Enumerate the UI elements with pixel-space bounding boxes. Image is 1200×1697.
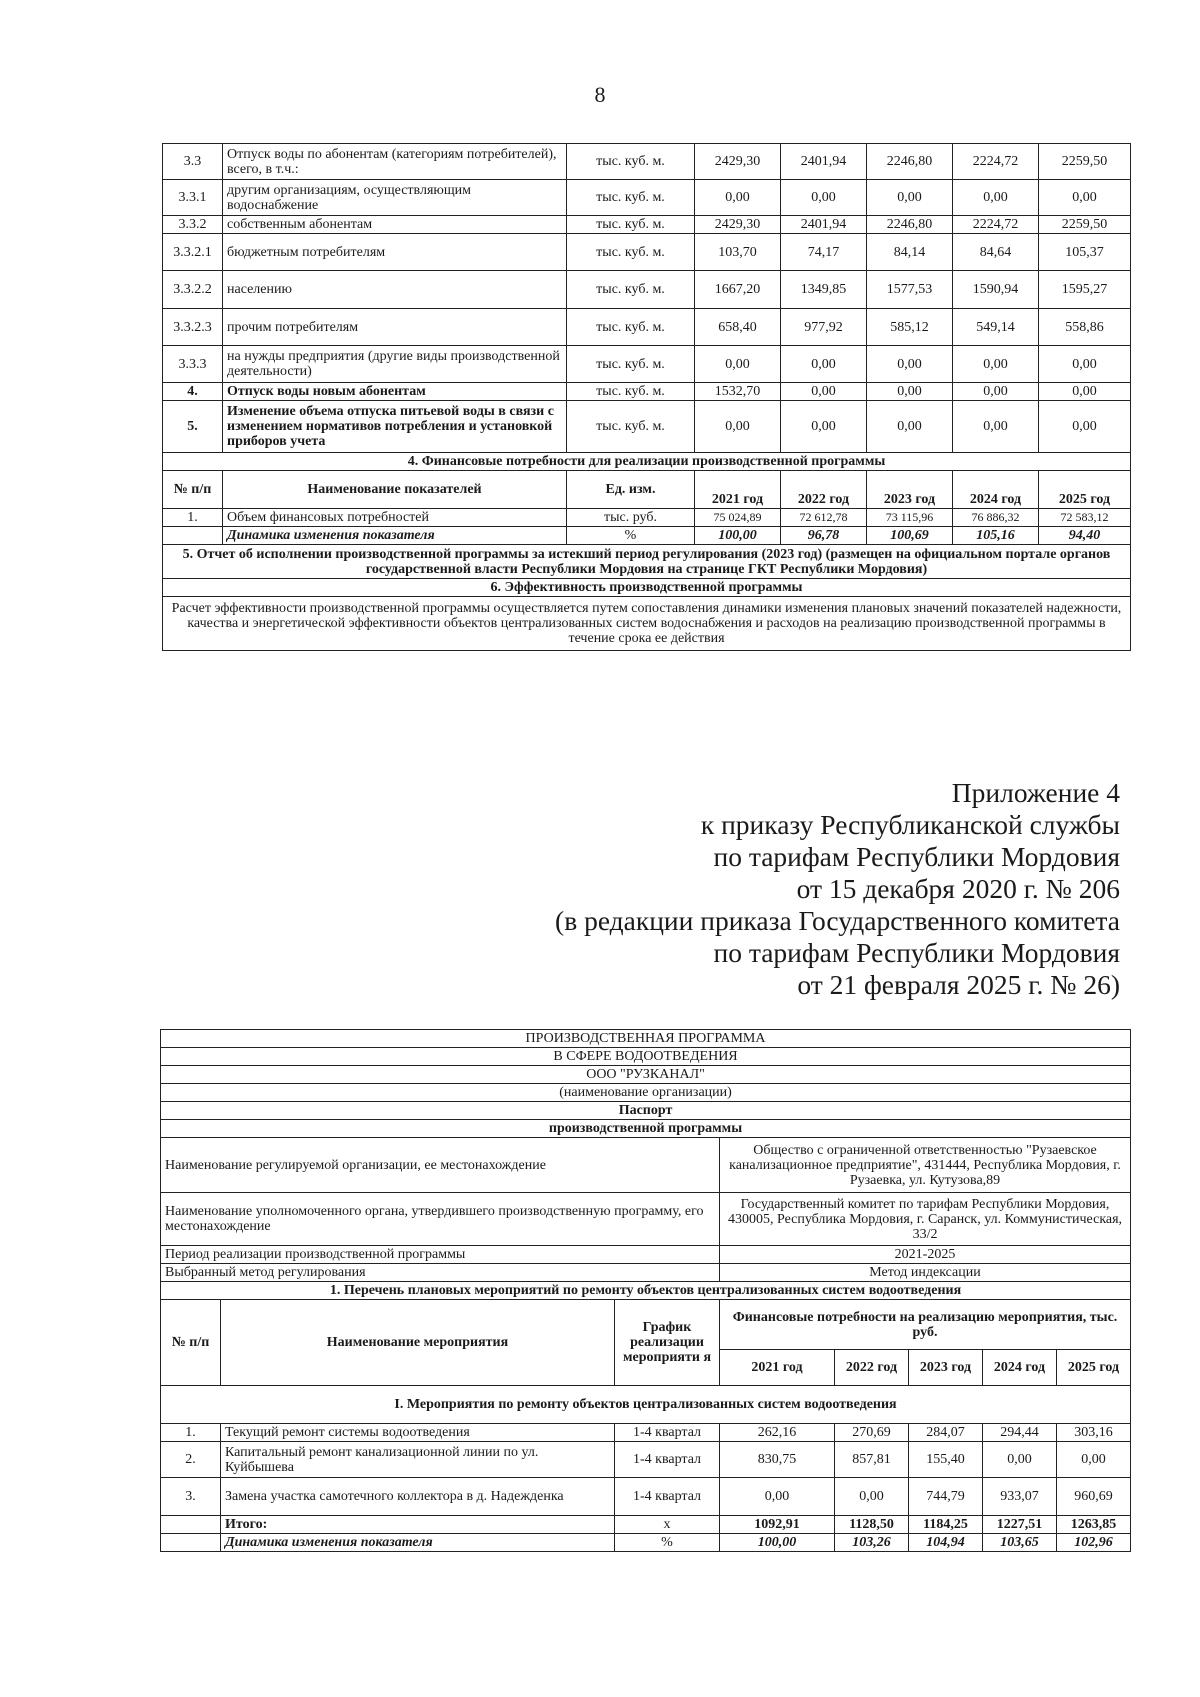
cell-value: 1184,25 <box>909 1516 983 1534</box>
cell-value: 155,40 <box>909 1442 983 1478</box>
row-name: Изменение объема отпуска питьевой воды в связи с изменением нормативов потребления и установкой приборов учета <box>223 401 567 453</box>
table-row <box>163 180 1131 216</box>
cell-value: 72 612,78 <box>781 509 867 527</box>
appendix-line: по тарифам Республики Мордовия <box>713 937 1120 968</box>
cell-value: 270,69 <box>835 1424 909 1442</box>
info-value: 2021-2025 <box>720 1246 1131 1264</box>
cell-value: 0,00 <box>781 180 867 216</box>
row-number: 4. <box>163 383 223 401</box>
appendix-line: от 21 февраля 2025 г. № 26) <box>797 969 1120 1000</box>
cell-value: 103,26 <box>835 1534 909 1552</box>
cell-value: 2246,80 <box>867 216 953 234</box>
cell-value: 284,07 <box>909 1424 983 1442</box>
row-name: бюджетным потребителям <box>223 234 567 271</box>
row-unit: тыс. куб. м. <box>567 383 695 401</box>
cell-value: 100,69 <box>867 527 953 545</box>
appendix-line: к приказу Республиканской службы <box>700 809 1120 840</box>
cell-value: 103,70 <box>695 234 781 271</box>
row-schedule: 1-4 квартал <box>615 1478 720 1516</box>
cell-value: 303,16 <box>1057 1424 1131 1442</box>
dynamics-label: Динамика изменения показателя <box>221 1534 615 1552</box>
header-name: Наименование показателей <box>223 471 567 509</box>
cell-value: 1577,53 <box>867 271 953 309</box>
dynamics-unit: % <box>615 1534 720 1552</box>
cell-value: 100,00 <box>695 527 781 545</box>
cell-value: 1263,85 <box>1057 1516 1131 1534</box>
row-name: Текущий ремонт системы водоотведения <box>221 1424 615 1442</box>
info-value: Общество с ограниченной ответственностью "Рузаевское канализационное предприятие", 431444, Республика Мордовия, г. Рузаевка, ул. Кутузова,89 <box>720 1138 1131 1193</box>
cell-value: 2429,30 <box>695 144 781 180</box>
cell-value: 0,00 <box>695 180 781 216</box>
cell-value: 104,94 <box>909 1534 983 1552</box>
cell-value: 103,65 <box>983 1534 1057 1552</box>
table-row <box>163 216 1131 234</box>
row-schedule: 1-4 квартал <box>615 1442 720 1478</box>
info-row <box>161 1193 1131 1246</box>
organization-caption: (наименование организации) <box>161 1084 1131 1102</box>
cell-value: 2429,30 <box>695 216 781 234</box>
total-row <box>161 1516 1131 1534</box>
cell-value: 0,00 <box>1057 1442 1131 1478</box>
row-name: населению <box>223 271 567 309</box>
cell-value: 76 886,32 <box>953 509 1039 527</box>
row-name: Капитальный ремонт канализационной линии по ул. Куйбышева <box>221 1442 615 1478</box>
cell-value: 102,96 <box>1057 1534 1131 1552</box>
info-row <box>161 1246 1131 1264</box>
cell-value: 558,86 <box>1039 309 1131 346</box>
cell-value: 1590,94 <box>953 271 1039 309</box>
row-unit: тыс. куб. м. <box>567 309 695 346</box>
section-1-title: 1. Перечень плановых мероприятий по ремонту объектов централизованных систем водоотведения <box>161 1282 1131 1300</box>
header-number: № п/п <box>161 1300 221 1386</box>
header-year: 2025 год <box>1057 1350 1131 1386</box>
cell-value: 0,00 <box>953 383 1039 401</box>
group-title: I. Мероприятия по ремонту объектов централизованных систем водоотведения <box>161 1386 1131 1424</box>
row-unit: тыс. куб. м. <box>567 234 695 271</box>
total-label: Итого: <box>221 1516 615 1534</box>
row-name: Отпуск воды по абонентам (категориям потребителей), всего, в т.ч.: <box>223 144 567 180</box>
row-unit: тыс. куб. м. <box>567 216 695 234</box>
page-number: 8 <box>594 82 606 107</box>
cell-value: 1227,51 <box>983 1516 1057 1534</box>
row-unit: тыс. куб. м. <box>567 271 695 309</box>
organization-name: ООО "РУЗКАНАЛ" <box>161 1066 1131 1084</box>
table-row <box>163 309 1131 346</box>
row-unit: тыс. куб. м. <box>567 144 695 180</box>
cell-value: 1349,85 <box>781 271 867 309</box>
cell-value: 960,69 <box>1057 1478 1131 1516</box>
cell-value: 75 024,89 <box>695 509 781 527</box>
row-number: 3.3.2.1 <box>163 234 223 271</box>
cell-value: 0,00 <box>867 401 953 453</box>
row-number: 3.3.2.2 <box>163 271 223 309</box>
cell-value: 0,00 <box>781 346 867 383</box>
info-value: Метод индексации <box>720 1264 1131 1282</box>
cell-value: 0,00 <box>953 180 1039 216</box>
total-schedule: x <box>615 1516 720 1534</box>
row-number: 3.3 <box>163 144 223 180</box>
section-6-text: Расчет эффективности производственной программы осуществляется путем сопоставления динамики изменения плановых значений показателей надежности, качества и энергетической эффективности объектов централизованных систем водоснабжения и расходов на реализацию производственной программы в течение срока ее действия <box>163 597 1131 651</box>
row-number: 3.3.2 <box>163 216 223 234</box>
cell-value: 0,00 <box>953 346 1039 383</box>
row-unit: тыс. куб. м. <box>567 180 695 216</box>
header-financial-needs: Финансовые потребности на реализацию мероприятия, тыс. руб. <box>720 1300 1131 1350</box>
cell-value: 2401,94 <box>781 216 867 234</box>
cell-value: 96,78 <box>781 527 867 545</box>
empty-cell <box>161 1516 221 1534</box>
cell-value: 1092,91 <box>720 1516 835 1534</box>
cell-value: 105,37 <box>1039 234 1131 271</box>
row-name: другим организациям, осуществляющим водоснабжение <box>223 180 567 216</box>
row-unit: % <box>567 527 695 545</box>
table-row <box>161 1442 1131 1478</box>
row-number: 3.3.1 <box>163 180 223 216</box>
row-name: Объем финансовых потребностей <box>223 509 567 527</box>
cell-value: 0,00 <box>720 1478 835 1516</box>
cell-value: 72 583,12 <box>1039 509 1131 527</box>
cell-value: 585,12 <box>867 309 953 346</box>
row-name: на нужды предприятия (другие виды производственной деятельности) <box>223 346 567 383</box>
header-year: 2024 год <box>953 471 1039 509</box>
production-program-table-top <box>162 143 1131 651</box>
table-row <box>163 144 1131 180</box>
cell-value: 0,00 <box>867 383 953 401</box>
passport-subtitle: производственной программы <box>161 1120 1131 1138</box>
cell-value: 977,92 <box>781 309 867 346</box>
appendix-line: от 15 декабря 2020 г. № 206 <box>796 873 1120 904</box>
table-row <box>163 346 1131 383</box>
appendix-header <box>555 777 1120 1001</box>
row-number: 5. <box>163 401 223 453</box>
info-label: Наименование регулируемой организации, ее местонахождение <box>161 1138 720 1193</box>
row-number: 1. <box>163 509 223 527</box>
header-year: 2024 год <box>983 1350 1057 1386</box>
row-name: Замена участка самотечного коллектора в д. Надежденка <box>221 1478 615 1516</box>
cell-value: 262,16 <box>720 1424 835 1442</box>
cell-value: 1128,50 <box>835 1516 909 1534</box>
cell-value: 100,00 <box>720 1534 835 1552</box>
header-year: 2021 год <box>695 471 781 509</box>
header-year: 2021 год <box>720 1350 835 1386</box>
production-program-table-bottom <box>160 1029 1131 1552</box>
cell-value: 0,00 <box>835 1478 909 1516</box>
header-year: 2022 год <box>835 1350 909 1386</box>
header-year: 2025 год <box>1039 471 1131 509</box>
cell-value: 94,40 <box>1039 527 1131 545</box>
cell-value: 0,00 <box>1039 180 1131 216</box>
table-row <box>161 1424 1131 1442</box>
cell-value: 2259,50 <box>1039 216 1131 234</box>
passport-title: Паспорт <box>161 1102 1131 1120</box>
table-row <box>163 527 1131 545</box>
section-4-title: 4. Финансовые потребности для реализации производственной программы <box>163 453 1131 471</box>
header-year: 2023 год <box>867 471 953 509</box>
empty-cell <box>161 1534 221 1552</box>
cell-value: 0,00 <box>953 401 1039 453</box>
row-name: Динамика изменения показателя <box>223 527 567 545</box>
program-title: ПРОИЗВОДСТВЕННАЯ ПРОГРАММА <box>161 1030 1131 1048</box>
table-row <box>163 509 1131 527</box>
empty-cell <box>163 527 223 545</box>
table-row <box>163 401 1131 453</box>
cell-value: 0,00 <box>695 346 781 383</box>
table-row <box>163 234 1131 271</box>
cell-value: 0,00 <box>867 346 953 383</box>
header-name: Наименование мероприятия <box>221 1300 615 1386</box>
cell-value: 549,14 <box>953 309 1039 346</box>
cell-value: 0,00 <box>781 401 867 453</box>
row-unit: тыс. куб. м. <box>567 346 695 383</box>
appendix-line: (в редакции приказа Государственного комитета <box>555 905 1120 936</box>
cell-value: 830,75 <box>720 1442 835 1478</box>
row-number: 2. <box>161 1442 221 1478</box>
cell-value: 933,07 <box>983 1478 1057 1516</box>
cell-value: 744,79 <box>909 1478 983 1516</box>
header-schedule: График реализации мероприяти я <box>615 1300 720 1386</box>
cell-value: 1532,70 <box>695 383 781 401</box>
section-title-row <box>163 579 1131 597</box>
cell-value: 1667,20 <box>695 271 781 309</box>
cell-value: 294,44 <box>983 1424 1057 1442</box>
header-row <box>163 471 1131 509</box>
cell-value: 2246,80 <box>867 144 953 180</box>
cell-value: 0,00 <box>1039 383 1131 401</box>
cell-value: 74,17 <box>781 234 867 271</box>
header-row <box>161 1300 1131 1350</box>
appendix-line: Приложение 4 <box>951 777 1120 808</box>
row-unit: тыс. руб. <box>567 509 695 527</box>
dynamics-row <box>161 1534 1131 1552</box>
section-title-row <box>163 545 1131 579</box>
table-row <box>163 271 1131 309</box>
cell-value: 0,00 <box>1039 401 1131 453</box>
cell-value: 0,00 <box>781 383 867 401</box>
cell-value: 2224,72 <box>953 216 1039 234</box>
section-text-row <box>163 597 1131 651</box>
cell-value: 0,00 <box>695 401 781 453</box>
table-row <box>163 383 1131 401</box>
header-year: 2023 год <box>909 1350 983 1386</box>
section-5-title: 5. Отчет об исполнении производственной программы за истекший период регулирования (2023 год) (размещен на официальном портале органов государственной власти Республики Мордовия на странице ГКТ Республики Мордовия) <box>163 545 1131 579</box>
header-year: 2022 год <box>781 471 867 509</box>
info-row <box>161 1264 1131 1282</box>
table-row <box>161 1478 1131 1516</box>
row-number: 3. <box>161 1478 221 1516</box>
cell-value: 0,00 <box>983 1442 1057 1478</box>
cell-value: 1595,27 <box>1039 271 1131 309</box>
program-subtitle: В СФЕРЕ ВОДООТВЕДЕНИЯ <box>161 1048 1131 1066</box>
row-name: прочим потребителям <box>223 309 567 346</box>
info-label: Выбранный метод регулирования <box>161 1264 720 1282</box>
info-row <box>161 1138 1131 1193</box>
row-number: 3.3.2.3 <box>163 309 223 346</box>
cell-value: 2401,94 <box>781 144 867 180</box>
row-schedule: 1-4 квартал <box>615 1424 720 1442</box>
row-number: 3.3.3 <box>163 346 223 383</box>
cell-value: 105,16 <box>953 527 1039 545</box>
header-unit: Ед. изм. <box>567 471 695 509</box>
cell-value: 84,64 <box>953 234 1039 271</box>
info-label: Период реализации производственной программы <box>161 1246 720 1264</box>
cell-value: 73 115,96 <box>867 509 953 527</box>
row-unit: тыс. куб. м. <box>567 401 695 453</box>
row-name: Отпуск воды новым абонентам <box>223 383 567 401</box>
cell-value: 658,40 <box>695 309 781 346</box>
cell-value: 2224,72 <box>953 144 1039 180</box>
header-number: № п/п <box>163 471 223 509</box>
row-name: собственным абонентам <box>223 216 567 234</box>
cell-value: 857,81 <box>835 1442 909 1478</box>
section-title-row <box>163 453 1131 471</box>
info-label: Наименование уполномоченного органа, утвердившего производственную программу, его местонахождение <box>161 1193 720 1246</box>
cell-value: 0,00 <box>1039 346 1131 383</box>
section-6-title: 6. Эффективность производственной программы <box>163 579 1131 597</box>
appendix-line: по тарифам Республики Мордовия <box>713 841 1120 872</box>
row-number: 1. <box>161 1424 221 1442</box>
info-value: Государственный комитет по тарифам Республики Мордовия, 430005, Республика Мордовия, г. Саранск, ул. Коммунистическая, 33/2 <box>720 1193 1131 1246</box>
cell-value: 84,14 <box>867 234 953 271</box>
cell-value: 0,00 <box>867 180 953 216</box>
cell-value: 2259,50 <box>1039 144 1131 180</box>
